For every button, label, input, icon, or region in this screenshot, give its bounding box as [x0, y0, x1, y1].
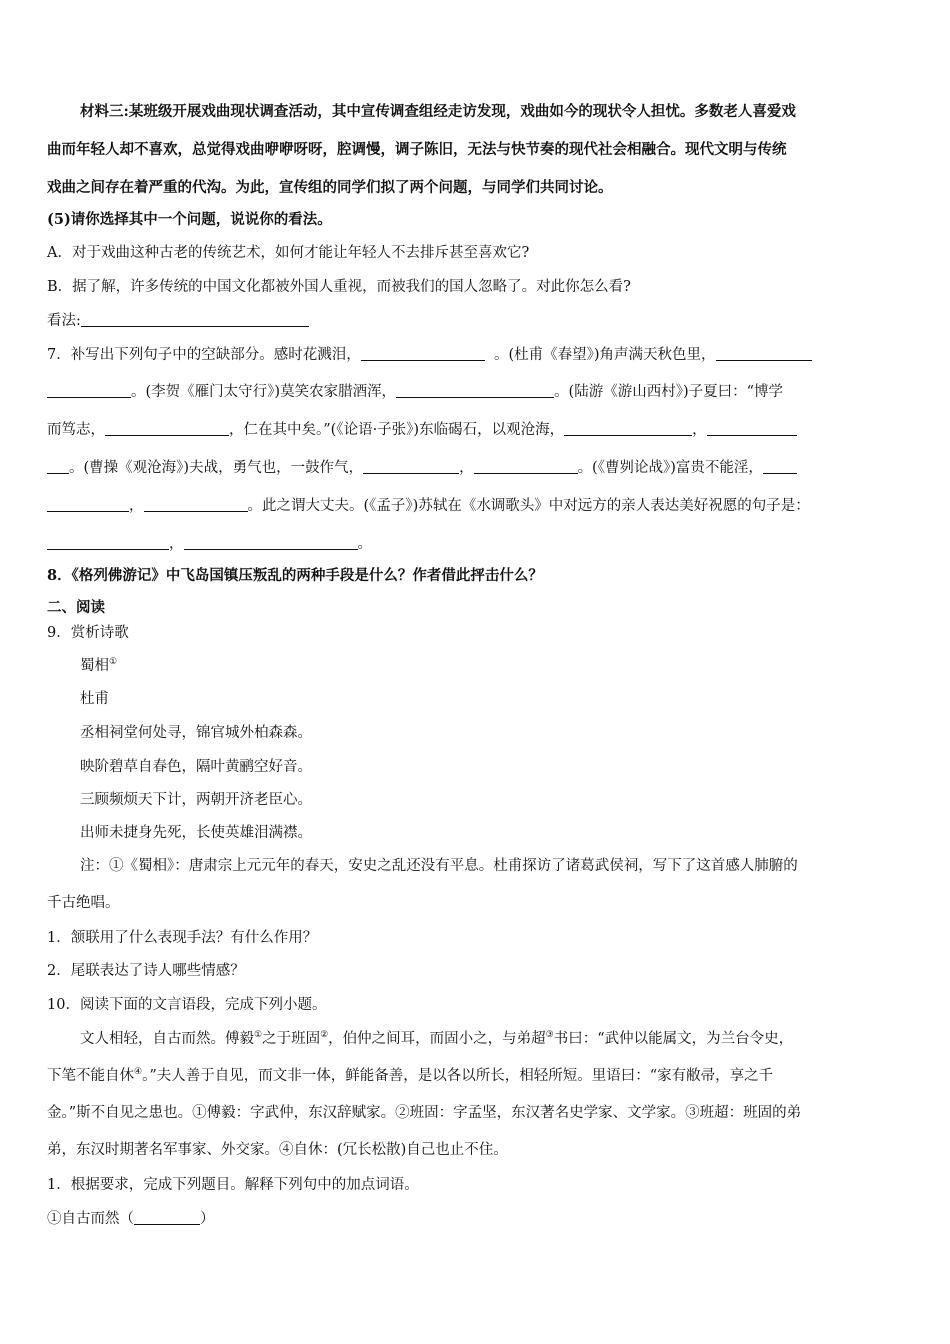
q7-line5	[47, 496, 906, 516]
note-mark: ③	[545, 1030, 554, 1041]
note-mark: ④	[134, 1067, 143, 1078]
q10-text: ，伯仲之间耳，而固小之，与弟超	[328, 1031, 546, 1047]
q7-text: ，	[692, 422, 707, 438]
q10-item1-close: ）	[200, 1211, 215, 1227]
q7-blank-5[interactable]	[564, 420, 692, 436]
q7-text: ，	[169, 536, 184, 552]
q9-title: 9．赏析诗歌	[47, 625, 129, 641]
q7-line1	[47, 345, 906, 365]
q7-blank-6b[interactable]	[47, 458, 69, 474]
q7-text: 7．补写出下列句子中的空缺部分。感时花溅泪，	[47, 347, 361, 363]
q10-text: 之于班固	[262, 1031, 321, 1047]
q7-blank-2b[interactable]	[47, 382, 131, 398]
q9-sub1: 1．颔联用了什么表现手法？有什么作用？	[47, 930, 318, 946]
q10-para-line3: 金。”斯不自见之患也。①傅毅：字武仲，东汉辞赋家。②班固：字孟坚，东汉著名史学家、文学家。③班超：班固的弟	[47, 1105, 802, 1121]
q7-text: ，	[459, 460, 474, 476]
material3-line3: 戏曲之间存在着严重的代沟。为此，宣传组的同学们拟了两个问题，与同学们共同讨论。	[47, 179, 613, 196]
q7-blank-4[interactable]	[105, 420, 229, 436]
q7-text: 。(杜甫《春望》)角声满天秋色里，	[493, 347, 716, 363]
note-mark: ②	[320, 1030, 329, 1041]
question-5: (5)请你选择其中一个问题，说说你的看法。	[47, 211, 332, 228]
q7-line2	[47, 382, 906, 402]
q7-blank-9b[interactable]	[47, 496, 129, 512]
q10-sub1: 1．根据要求，完成下列题目。解释下列句中的加点词语。	[47, 1177, 419, 1193]
q7-text: 而笃志，	[47, 422, 105, 438]
q7-text: 。此之谓大丈夫。(《孟子》)苏轼在《水调歌头》中对远方的亲人表达美好祝愿的句子是：	[247, 498, 810, 514]
material3-line2: 曲而年轻人却不喜欢，总觉得戏曲咿咿呀呀，腔调慢，调子陈旧，无法与快节奏的现代社会相融合。现代文明与传统	[47, 141, 787, 158]
view-line	[47, 311, 906, 331]
section-reading-heading: 二、阅读	[47, 599, 105, 616]
poem-line-4: 出师未捷身先死，长使英雄泪满襟。	[80, 825, 312, 841]
q7-blank-8[interactable]	[474, 458, 578, 474]
q10-text: 。”夫人善于自见，而文非一体，鲜能备善，是以各以所长，相轻所短。里语曰：“家有敝帚，享之千	[142, 1068, 774, 1084]
poem-note-mark: ①	[109, 657, 118, 668]
note-mark: ①	[254, 1030, 263, 1041]
q7-text: 。(陆游《游山西村》)子夏曰：“博学	[554, 384, 784, 400]
q7-blank-10[interactable]	[144, 496, 248, 512]
poem-note-line2: 千古绝唱。	[47, 895, 120, 911]
q9-sub2: 2．尾联表达了诗人哪些情感？	[47, 963, 245, 979]
q7-blank-7[interactable]	[363, 458, 459, 474]
q10-text: 书曰：“武仲以能属文，为兰台令史，	[553, 1031, 794, 1047]
q10-item1-text: ①自古而然（	[47, 1211, 134, 1227]
poem-line-1: 丞相祠堂何处寻，锦官城外柏森森。	[80, 725, 312, 741]
q10-para-line1	[80, 1029, 906, 1049]
q7-line6	[47, 534, 906, 554]
poem-title-text: 蜀相	[80, 658, 109, 674]
q7-blank-6[interactable]	[707, 420, 797, 436]
q10-item1-blank[interactable]	[134, 1209, 200, 1225]
q7-blank-11[interactable]	[47, 534, 169, 550]
q10-title: 10．阅读下面的文言语段，完成下列小题。	[47, 997, 327, 1013]
q7-text: 。(《曹刿论战》)富贵不能淫，	[577, 460, 763, 476]
poem-author: 杜甫	[80, 691, 109, 707]
question-8: 8．《格列佛游记》中飞岛国镇压叛乱的两种手段是什么？作者借此抨击什么？	[47, 567, 543, 584]
view-answer-blank[interactable]	[81, 311, 309, 327]
q7-blank-12[interactable]	[184, 534, 358, 550]
q7-blank-2[interactable]	[716, 345, 812, 361]
q7-text: 。	[357, 536, 372, 552]
q7-blank-1[interactable]	[361, 345, 485, 361]
q7-line4	[47, 458, 906, 478]
q10-para-line4: 弟，东汉时期著名军事家、外交家。④自休：(冗长松散)自己也止不住。	[47, 1142, 508, 1158]
option-a: A．对于戏曲这种古老的传统艺术，如何才能让年轻人不去排斥甚至喜欢它?	[47, 245, 530, 261]
material3-line1: 材料三:某班级开展戏曲现状调查活动，其中宣传调查组经走访发现，戏曲如今的现状令人担忧。多数老人喜爱戏	[80, 103, 796, 120]
q10-text: 下笔不能自休	[47, 1068, 134, 1084]
q7-text: ，	[129, 498, 144, 514]
q7-blank-9[interactable]	[763, 458, 797, 474]
q7-text: 。(曹操《观沧海》)夫战，勇气也，一鼓作气，	[69, 460, 364, 476]
q7-line3	[47, 420, 906, 440]
q10-para-line2	[47, 1066, 906, 1086]
q7-text: ，仁在其中矣。”(《论语·子张》)东临碣石，以观沧海，	[229, 422, 565, 438]
poem-line-3: 三顾频烦天下计，两朝开济老臣心。	[80, 792, 312, 808]
q10-text: 文人相轻，自古而然。傅毅	[80, 1031, 254, 1047]
view-label: 看法:	[47, 313, 81, 329]
q7-blank-3[interactable]	[396, 382, 554, 398]
q7-text: 。(李贺《雁门太守行》)莫笑农家腊酒浑，	[131, 384, 397, 400]
q10-item1	[47, 1209, 906, 1229]
poem-note-line1: 注：①《蜀相》：唐肃宗上元元年的春天，安史之乱还没有平息。杜甫探访了诸葛武侯祠，写下了这首感人肺腑的	[80, 858, 798, 874]
option-b: B．据了解，许多传统的中国文化都被外国人重视，而被我们的国人忽略了。对此你怎么看?	[47, 279, 631, 295]
poem-line-2: 映阶碧草自春色，隔叶黄鹂空好音。	[80, 759, 312, 775]
poem-title	[80, 656, 906, 676]
